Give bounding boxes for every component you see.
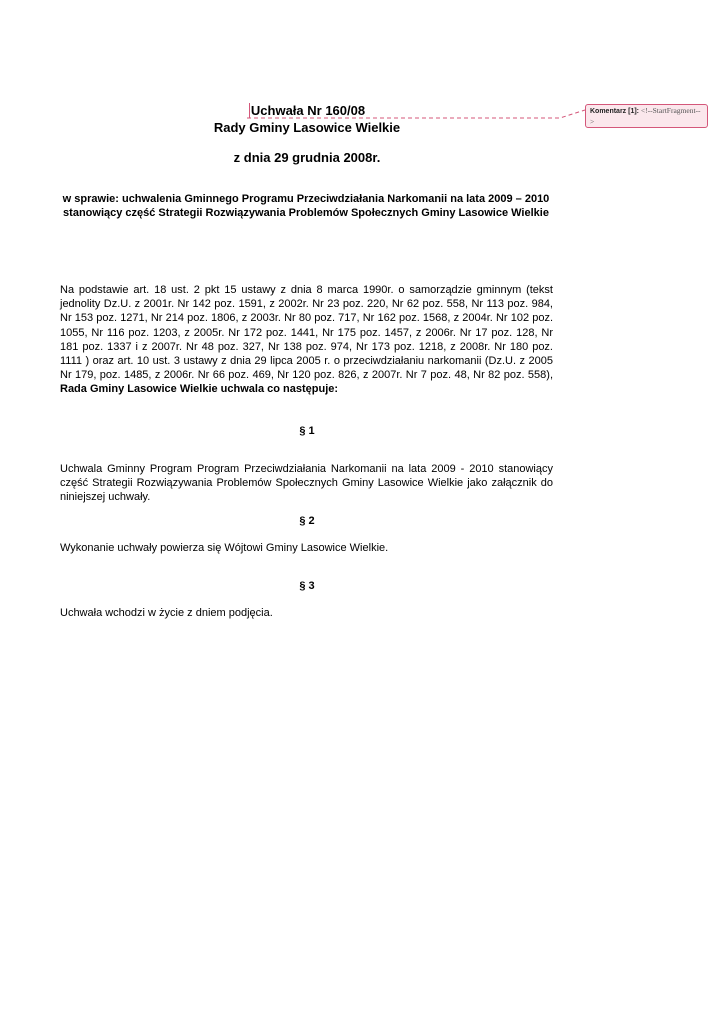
legal-basis-paragraph — [60, 283, 553, 397]
resolution-number-text: Uchwała Nr 160/08 — [250, 103, 366, 118]
section-2-text: Wykonanie uchwały powierza się Wójtowi Gminy Lasowice Wielkie. — [60, 542, 389, 554]
section-1-text: Uchwala Gminny Program Program Przeciwdziałania Narkomanii na lata 2009 - 2010 stanowiący część Strategii Rozwiązywania Problemów Społecznych Gminy Lasowice Wielkie jako załącznik do niniejszej uchwały. — [60, 463, 553, 504]
council-name: Rady Gminy Lasowice Wielkie — [213, 120, 401, 135]
section-2-mark: § 2 — [299, 515, 315, 527]
comment-content: <!--StartFragment--> — [590, 106, 701, 126]
legal-basis-text: Na podstawie art. 18 ust. 2 pkt 15 ustawy z dnia 8 marca 1990r. o samorządzie gminnym (tekst jednolity Dz.U. z 2001r. Nr 142 poz. 1591, z 2002r. Nr 23 poz. 220, Nr 62 poz. 558, Nr 113 poz. 984, Nr 153 poz. 1271, Nr 214 poz. 1806, z 2003r. Nr 80 poz. 717, Nr 162 poz. 1568, z 2004r. Nr 102 poz. 1055, Nr 116 poz. 1203, z 2005r. Nr 172 poz. 1441, Nr 175 poz. 1457, z 2006r. Nr 17 poz. 128, Nr 181 poz. 1337 i z 2007r. Nr 48 poz. 327, Nr 138 poz. 974, Nr 173 poz. 1218, z 2008r. Nr 180 poz. 1111 ) oraz art. 10 ust. 3 ustawy z dnia 29 lipca 2005 r. o przeciwdziałaniu narkomanii (Dz.U. z 2005 Nr 179, poz. 1485, z 2006r. Nr 66 poz. 469, Nr 120 poz. 826, z 2007r. Nr 7 poz. 48, Nr 82 poz. 558), — [60, 284, 553, 382]
resolution-date: z dnia 29 grudnia 2008r. — [233, 150, 381, 165]
comment-balloon[interactable] — [585, 104, 708, 128]
comment-label: Komentarz [1]: — [590, 108, 640, 115]
legal-basis-bold-text: Rada Gminy Lasowice Wielkie uchwala co następuje: — [60, 383, 339, 396]
section-3-text: Uchwała wchodzi w życie z dniem podjęcia. — [60, 607, 273, 619]
resolution-number[interactable] — [0, 103, 614, 118]
section-3-mark: § 3 — [299, 580, 315, 592]
resolution-subject: w sprawie: uchwalenia Gminnego Programu Przeciwdziałania Narkomanii na lata 2009 – 2010 stanowiący część Strategii Rozwiązywania Problemów Społecznych Gminy Lasowice Wielkie — [62, 193, 550, 219]
section-1-mark: § 1 — [299, 425, 315, 437]
